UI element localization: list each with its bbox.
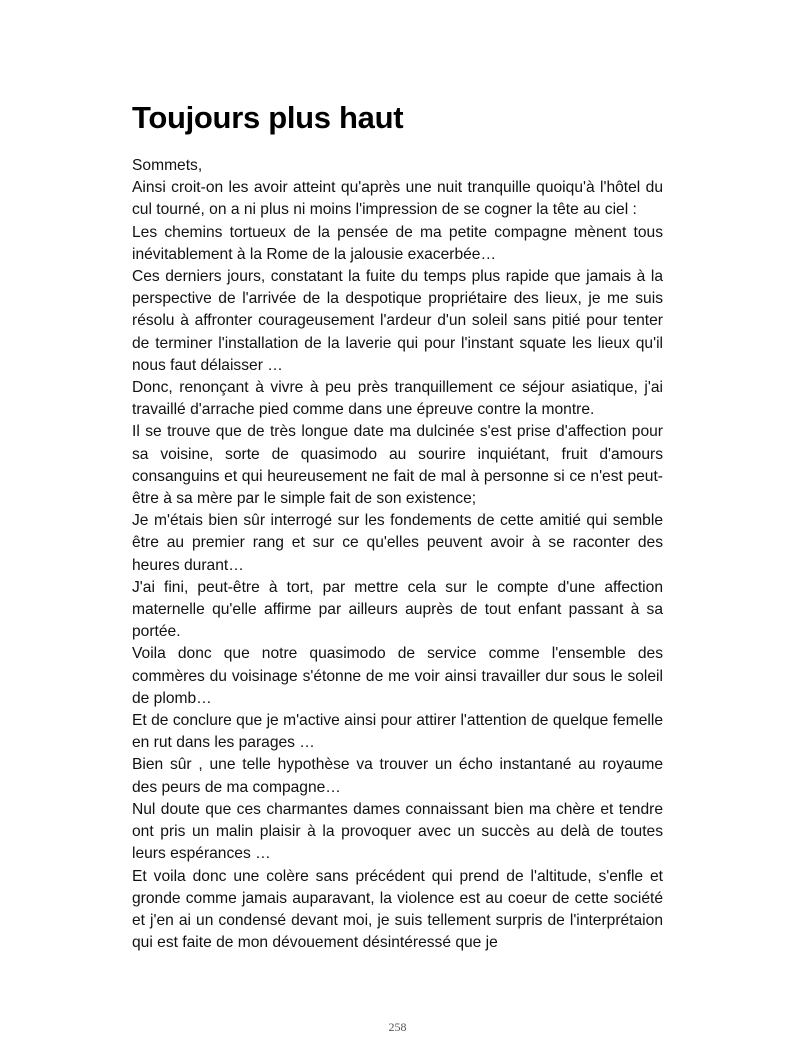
page-title: Toujours plus haut xyxy=(132,100,404,135)
paragraph: Nul doute que ces charmantes dames connaissant bien ma chère et tendre ont pris un malin plaisir à la provoquer avec un succès au delà de toutes leurs espérances … xyxy=(132,800,663,863)
page-number: 258 xyxy=(388,1020,407,1034)
paragraph: J'ai fini, peut-être à tort, par mettre cela sur le compte d'une affection maternelle qu'elle affirme par ailleurs auprès de tout enfant passant à sa portée. xyxy=(132,578,663,641)
paragraph: Bien sûr , une telle hypothèse va trouver un écho instantané au royaume des peurs de ma compagne… xyxy=(132,756,663,796)
paragraph: Ainsi croit-on les avoir atteint qu'après une nuit tranquille quoiqu'à l'hôtel du cul tourné, on a ni plus ni moins l'impression de se cogner la tête au ciel : xyxy=(132,179,663,219)
body-text xyxy=(132,155,663,954)
paragraph: Et voila donc une colère sans précédent qui prend de l'altitude, s'enfle et gronde comme jamais auparavant, la violence est au coeur de cette société et j'en ai un condensé devant moi, je suis tellement surpris de l'interprétaion qui est faite de mon dévouement désintéressé que je xyxy=(132,867,663,952)
paragraph: Et de conclure que je m'active ainsi pour attirer l'attention de quelque femelle en rut dans les parages … xyxy=(132,712,663,752)
paragraph: Il se trouve que de très longue date ma dulcinée s'est prise d'affection pour sa voisine, sorte de quasimodo au sourire inquiétant, fruit d'amours consanguins et qui heureusement ne fait de mal à personne si ce n'est peut-être à sa mère par le simple fait de son existence; xyxy=(132,423,663,508)
paragraph: Donc, renonçant à vivre à peu près tranquillement ce séjour asiatique, j'ai travaillé d'arrache pied comme dans une épreuve contre la montre. xyxy=(132,379,663,419)
paragraph: Ces derniers jours, constatant la fuite du temps plus rapide que jamais à la perspective de l'arrivée de la despotique propriétaire des lieux, je me suis résolu à affronter courageusement l'ardeur d'un soleil sans pitié pour tenter de terminer l'installation de la laverie qui pour l'instant squate les lieux qu'il nous faut délaisser … xyxy=(132,268,663,374)
paragraph: Les chemins tortueux de la pensée de ma petite compagne mènent tous inévitablement à la Rome de la jalousie exacerbée… xyxy=(132,223,663,263)
paragraph: Je m'étais bien sûr interrogé sur les fondements de cette amitié qui semble être au premier rang et sur ce qu'elles peuvent avoir à se raconter des heures durant… xyxy=(132,512,663,574)
paragraph: Sommets, xyxy=(132,157,203,174)
paragraph: Voila donc que notre quasimodo de service comme l'ensemble des commères du voisinage s'étonne de me voir ainsi travailler dur sous le soleil de plomb… xyxy=(132,645,663,707)
